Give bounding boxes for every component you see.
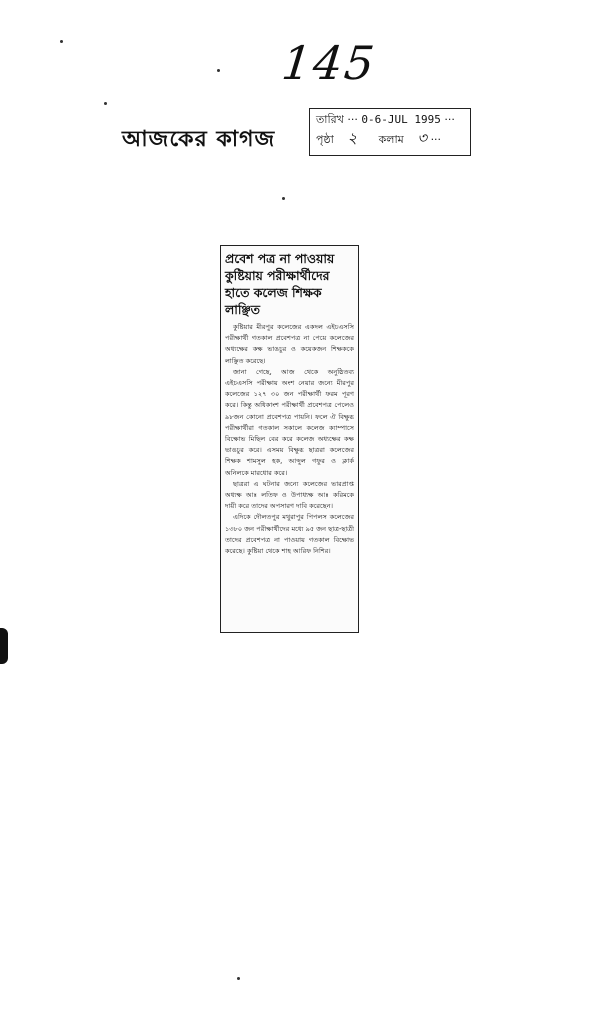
newspaper-masthead: আজকের কাগজ bbox=[122, 127, 276, 152]
scan-speck bbox=[60, 40, 63, 43]
article-body bbox=[225, 322, 354, 557]
scan-speck bbox=[217, 69, 220, 72]
stamp-date-value: 0-6-JUL 1995 bbox=[361, 113, 441, 126]
article-paragraph: এদিকে দৌলতপুর মথুরাপুর পিপলস কলেজের ১৩৮০ জন পরীক্ষার্থীদের মধ্যে ৯৫ জন ছাত্র-ছাত্রী তাদের প্রবেশপত্র না পাওয়ায় গতকাল বিক্ষোভ করেছে। কুষ্টিয়া থেকে শাহ আরিফ নিশির। bbox=[225, 513, 354, 556]
scan-speck bbox=[237, 977, 240, 980]
stamp-date-row: তারিখ ··· 0-6-JUL 1995 ··· bbox=[316, 113, 455, 126]
stamp-date-label: তারিখ bbox=[316, 113, 344, 126]
stamp-page-label: পৃষ্ঠা bbox=[316, 133, 334, 146]
stamp-page-value: ২ bbox=[347, 129, 358, 147]
stamp-column-value: ৩ bbox=[417, 129, 428, 147]
handwritten-page-number: 145 bbox=[279, 36, 379, 90]
scan-edge-mark bbox=[0, 628, 8, 664]
stamp-column-label: কলাম bbox=[378, 133, 404, 146]
newspaper-clipping bbox=[220, 245, 359, 633]
article-paragraph: জানা গেছে, আজ থেকে অনুষ্ঠিতব্য এইচএসসি পরীক্ষায় অংশ নেয়ার জন্যে মীরপুর কলেজের ১২৭ ৩০ জন পরীক্ষার্থী ফরম পূরণ করে। কিন্তু অধিকাংশ পরীক্ষার্থী প্রবেশপত্র পেলেও ৯৮জন কোনো প্রবেশপত্র পায়নি। ফলে ঐ বিক্ষুব্ধ পরীক্ষার্থীরা গতকাল সকালে কলেজ ক্যাম্পাসে বিক্ষোভ মিছিল বের করে কলেজ অধ্যক্ষের কক্ষ ভাঙচুর করে। এসময় বিক্ষুব্ধ ছাত্ররা কলেজের শিক্ষক শামসুল হক, আব্দুল গফুর ও ক্লার্ক অনিলকে মারধোর করে। bbox=[225, 367, 354, 477]
clipping-date-stamp bbox=[309, 108, 471, 156]
scan-speck bbox=[104, 102, 107, 105]
article-paragraph: ছাত্ররা এ ঘটনার জন্যে কলেজের ভারপ্রাপ্ত অধ্যক্ষ আঃ লতিফ ও উপাধ্যক্ষ আঃ করিমকে দায়ী করে তাদের অপসারণ দাবি করেছেন। bbox=[225, 479, 354, 511]
stamp-page-column-row: পৃষ্ঠা ২ কলাম ৩ ··· bbox=[316, 129, 442, 147]
article-paragraph: কুষ্টিয়ার মীরপুর কলেজের একদল এইচএসসি পরীক্ষার্থী গতকাল প্রবেশপত্র না পেয়ে কলেজের অধ্যক্ষের কক্ষ ভাঙচুর ও কয়েকজন শিক্ষককে লাঞ্ছিত করেছে। bbox=[225, 323, 354, 365]
article-headline: প্রবেশ পত্র না পাওয়ায় কুষ্টিয়ায় পরীক্ষার্থীদের হাতে কলেজ শিক্ষক লাঞ্ছিত bbox=[225, 251, 335, 317]
scan-speck bbox=[282, 197, 285, 200]
